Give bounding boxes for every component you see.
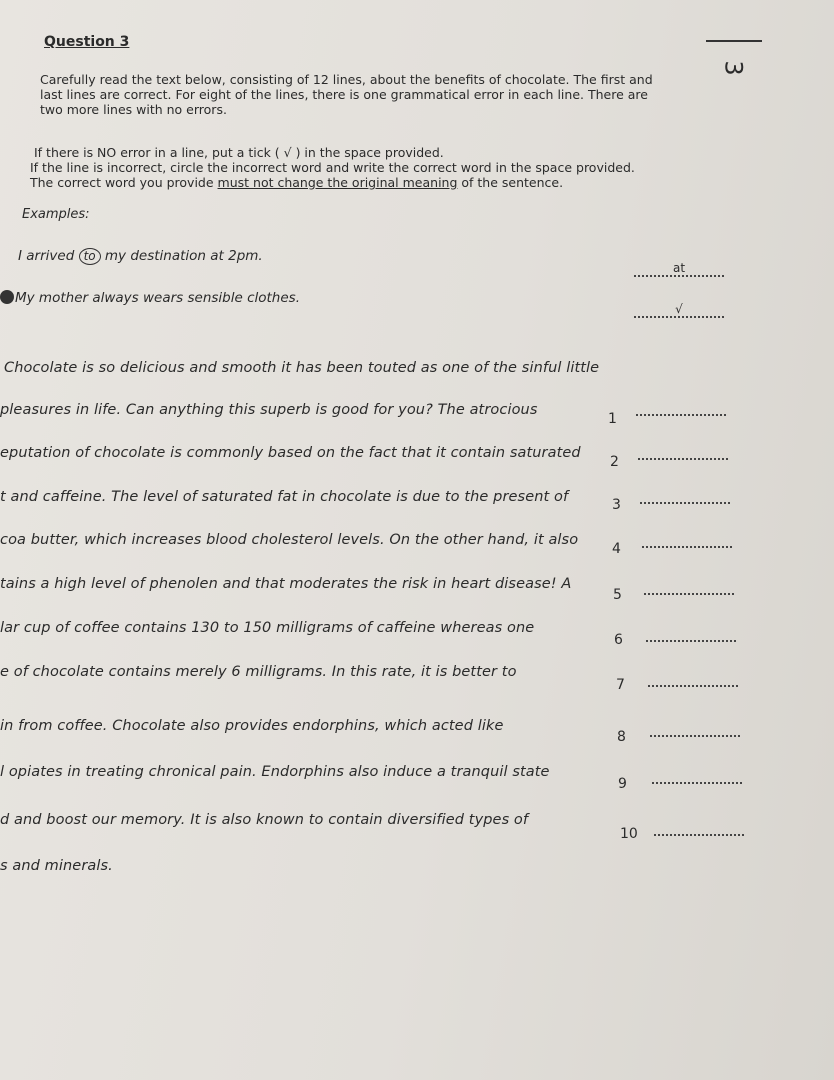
passage-line: pleasures in life. Can anything this superb is good for you? The atrocious <box>0 402 538 418</box>
line-number: 4 <box>612 541 621 557</box>
example-2-answer: √ <box>634 303 724 318</box>
example-1 <box>18 248 263 265</box>
answer-blank[interactable] <box>636 414 726 416</box>
rule-meaning-prefix: The correct word you provide <box>30 175 218 190</box>
page-number-mark <box>706 40 762 76</box>
answer-blank[interactable] <box>648 685 738 687</box>
passage-line: coa butter, which increases blood cholesterol levels. On the other hand, it also <box>0 532 579 548</box>
bullet-dot <box>0 290 14 304</box>
instruction-line: Carefully read the text below, consisting of 12 lines, about the benefits of chocolate. The first and <box>40 72 653 87</box>
answer-blank[interactable] <box>638 458 728 460</box>
answer-blank[interactable] <box>652 782 742 784</box>
page-number: 3 <box>719 60 748 76</box>
question-title: Question 3 <box>44 34 130 50</box>
instruction-line: last lines are correct. For eight of the lines, there is one grammatical error in each line. There are <box>40 87 648 102</box>
passage-line: s and minerals. <box>0 858 113 874</box>
instruction-line: two more lines with no errors. <box>40 102 227 117</box>
line-number: 6 <box>614 632 623 648</box>
line-number: 2 <box>610 454 619 470</box>
line-number: 5 <box>613 587 622 603</box>
line-number: 1 <box>608 411 617 427</box>
answer-blank[interactable] <box>654 834 744 836</box>
answer-blank[interactable] <box>646 640 736 642</box>
passage-line: lar cup of coffee contains 130 to 150 milligrams of caffeine whereas one <box>0 620 535 636</box>
passage-line: d and boost our memory. It is also known to contain diversified types of <box>0 812 529 828</box>
circled-word: to <box>79 248 101 265</box>
example-2 <box>0 290 300 306</box>
answer-blank[interactable] <box>650 735 740 737</box>
page-number-line <box>706 40 762 42</box>
line-number: 3 <box>612 497 621 513</box>
passage-line: Chocolate is so delicious and smooth it has been touted as one of the sinful little <box>4 360 600 376</box>
passage-line: tains a high level of phenolen and that moderates the risk in heart disease! A <box>0 576 572 592</box>
answer-blank[interactable] <box>644 593 734 595</box>
answer-blank[interactable] <box>640 502 730 504</box>
passage-line: e of chocolate contains merely 6 milligrams. In this rate, it is better to <box>0 664 517 680</box>
passage-line: in from coffee. Chocolate also provides endorphins, which acted like <box>0 718 504 734</box>
passage-line: eputation of chocolate is commonly based on the fact that it contain saturated <box>0 445 581 461</box>
example-1-after: my destination at 2pm. <box>100 248 263 264</box>
example-2-text: My mother always wears sensible clothes. <box>15 290 300 306</box>
examples-heading: Examples: <box>22 207 90 222</box>
rules-block <box>30 145 635 190</box>
rule-tick: If there is NO error in a line, put a tick ( √ ) in the space provided. <box>34 145 444 160</box>
passage-line: l opiates in treating chronical pain. Endorphins also induce a tranquil state <box>0 764 550 780</box>
line-number: 10 <box>620 826 638 842</box>
example-1-answer: at <box>634 262 724 277</box>
rule-meaning-underlined: must not change the original meaning <box>217 175 458 190</box>
line-number: 7 <box>616 677 625 693</box>
line-number: 8 <box>617 729 626 745</box>
line-number: 9 <box>618 776 627 792</box>
passage-line: t and caffeine. The level of saturated fat in chocolate is due to the present of <box>0 489 569 505</box>
rule-meaning-suffix: of the sentence. <box>457 175 564 190</box>
rule-circle: If the line is incorrect, circle the incorrect word and write the correct word in the space provided. <box>30 160 635 175</box>
example-1-before: I arrived <box>18 248 79 264</box>
answer-blank[interactable] <box>642 546 732 548</box>
instructions-paragraph <box>40 72 720 117</box>
